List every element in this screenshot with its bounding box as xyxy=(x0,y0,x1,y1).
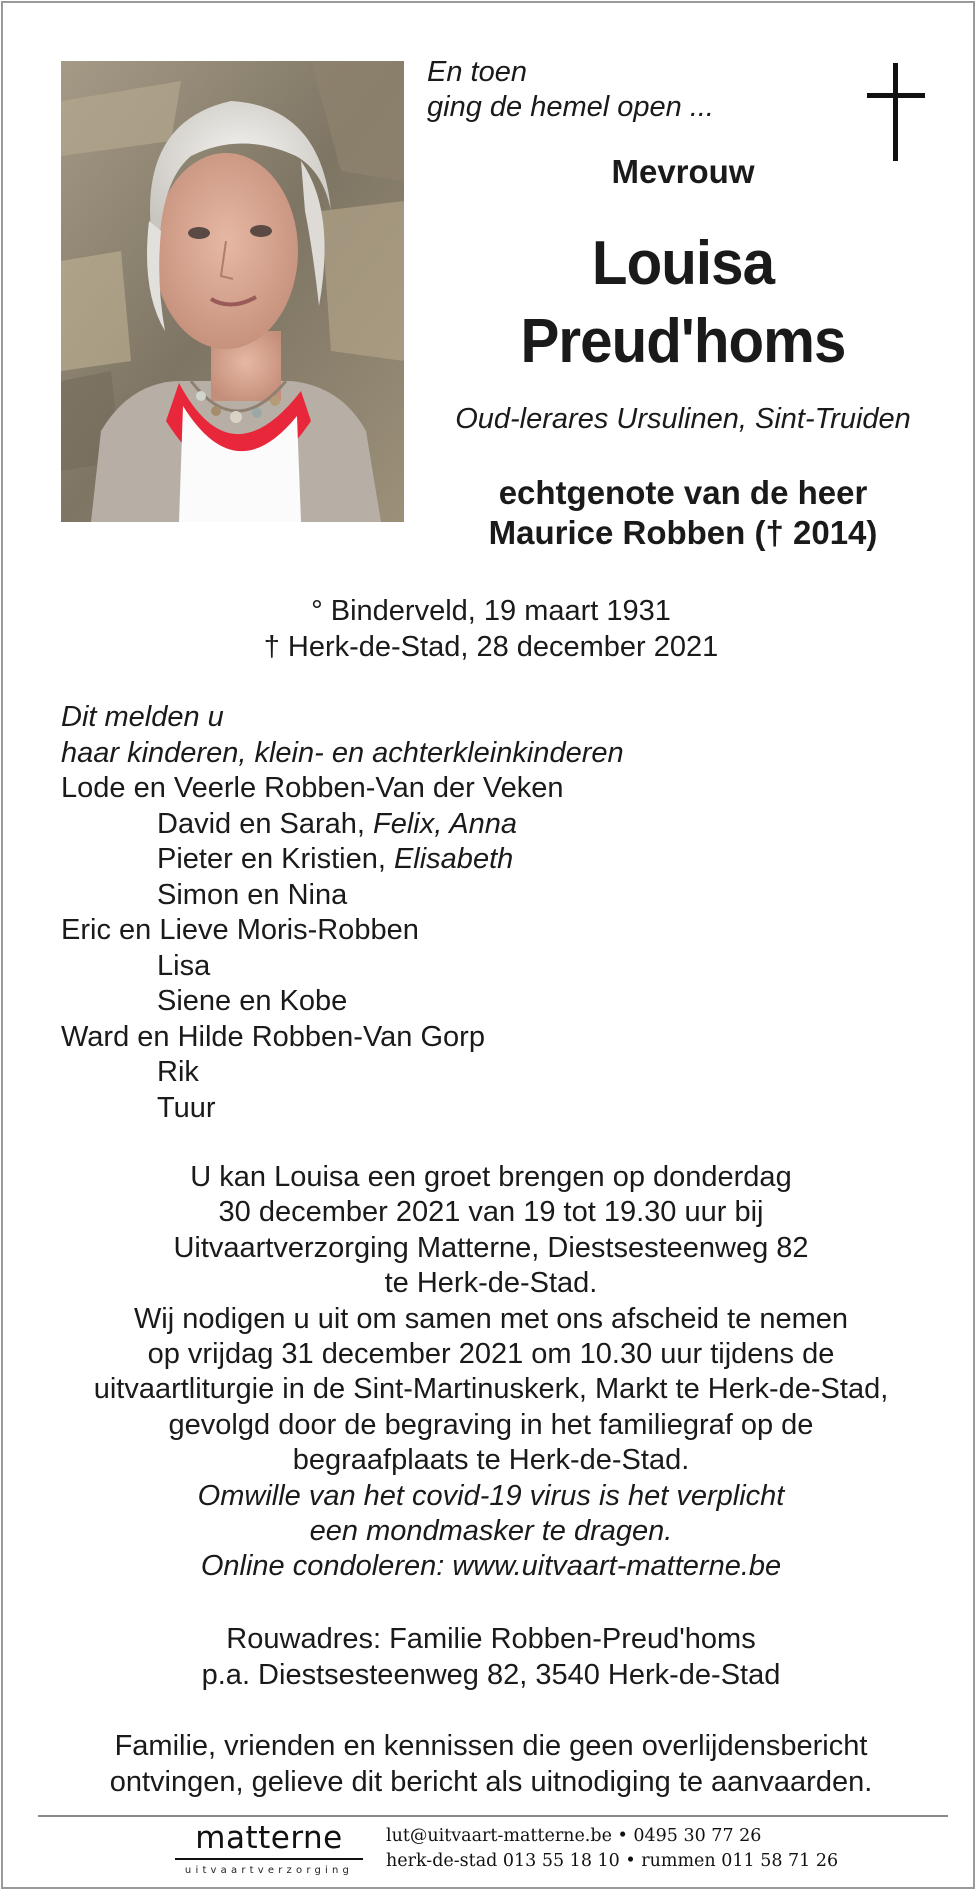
funeral-info xyxy=(3,1160,979,1585)
family-member-name: Tuur xyxy=(157,1091,216,1124)
mourning-address xyxy=(3,1621,979,1693)
family-member xyxy=(61,1091,624,1127)
family-member-children: Felix, Anna xyxy=(373,807,518,840)
profession: Oud-lerares Ursulinen, Sint-Truiden xyxy=(455,403,911,435)
family-member xyxy=(61,913,624,949)
logo-underline xyxy=(175,1858,363,1860)
covid-notice: een mondmasker te dragen. xyxy=(309,1515,673,1548)
family-member xyxy=(61,807,624,843)
info-line: uitvaartliturgie in de Sint-Martinuskerk, Markt te Herk-de-Stad, xyxy=(93,1373,889,1406)
matterne-logo xyxy=(173,1818,365,1876)
intro-quote xyxy=(427,55,714,125)
family-member xyxy=(61,771,624,807)
spouse-info xyxy=(423,473,943,553)
closing-note xyxy=(3,1728,979,1800)
family-member xyxy=(61,1020,624,1056)
death-date: † Herk-de-Stad, 28 december 2021 xyxy=(263,631,719,663)
info-line: U kan Louisa een groet brengen op donderdag xyxy=(190,1161,792,1193)
family-member xyxy=(61,842,624,878)
footer-divider xyxy=(38,1815,948,1817)
family-member-children: Elisabeth xyxy=(393,843,514,875)
logo-subtitle: uitvaartverzorging xyxy=(184,1865,354,1876)
family-intro-1: Dit melden u xyxy=(61,701,224,733)
info-line: Uitvaartverzorging Matterne, Diestsesteenweg 82 xyxy=(173,1231,809,1264)
family-member xyxy=(61,984,624,1020)
life-dates xyxy=(3,593,979,665)
family-member-name: Lisa xyxy=(157,949,211,982)
family-member-name: Ward en Hilde Robben-Van Gorp xyxy=(61,1020,485,1053)
deceased-name xyxy=(439,225,928,381)
info-line: Wij nodigen u uit om samen met ons afscheid te nemen xyxy=(133,1302,849,1335)
covid-notice: Omwille van het covid-19 virus is het verplicht xyxy=(197,1479,785,1512)
family-member-name: Rik xyxy=(157,1056,199,1088)
first-name: Louisa xyxy=(591,229,775,298)
info-line: op vrijdag 31 december 2021 om 10.30 uur tijdens de xyxy=(147,1338,835,1371)
intro-line-2: ging de hemel open ... xyxy=(427,91,714,123)
family-member-name: Pieter en Kristien, xyxy=(157,843,394,875)
family-member-name: Siene en Kobe xyxy=(157,985,348,1017)
intro-line-1: En toen xyxy=(427,56,527,88)
info-line: te Herk-de-Stad. xyxy=(384,1267,598,1300)
family-intro-2: haar kinderen, klein- en achterkleinkinderen xyxy=(61,736,624,769)
address-line-1: Rouwadres: Familie Robben-Preud'homs xyxy=(226,1623,756,1655)
title: Mevrouw xyxy=(611,153,755,190)
family-member xyxy=(61,878,624,914)
cross-icon xyxy=(867,63,925,163)
family-member-name: Simon en Nina xyxy=(157,878,348,911)
family-member-name: David en Sarah, xyxy=(157,807,374,840)
obituary-card xyxy=(1,1,975,1889)
family-list xyxy=(61,700,624,1126)
contact-line-2: herk-de-stad 013 55 18 10 • rummen 011 58 71 26 xyxy=(386,1851,839,1871)
birth-date: ° Binderveld, 19 maart 1931 xyxy=(311,595,671,627)
contact-line-1[interactable]: lut@uitvaart-matterne.be • 0495 30 77 26 xyxy=(386,1826,762,1846)
address-line-2: p.a. Diestsesteenweg 82, 3540 Herk-de-Stad xyxy=(201,1659,781,1691)
info-line: 30 december 2021 van 19 tot 19.30 uur bij xyxy=(218,1196,764,1229)
logo-word: matterne xyxy=(195,1820,343,1856)
portrait-illustration xyxy=(61,61,404,522)
family-member xyxy=(61,949,624,985)
portrait-photo xyxy=(61,61,404,522)
family-member-name: Eric en Lieve Moris-Robben xyxy=(61,914,419,946)
info-line: gevolgd door de begraving in het familiegraf op de xyxy=(168,1408,814,1441)
online-condolence-link[interactable]: Online condoleren: www.uitvaart-matterne.be xyxy=(200,1550,782,1583)
footer-contact xyxy=(386,1824,838,1874)
closing-line-2: ontvingen, gelieve dit bericht als uitnodiging te aanvaarden. xyxy=(109,1766,873,1798)
closing-line-1: Familie, vrienden en kennissen die geen overlijdensbericht xyxy=(114,1730,868,1762)
info-line: begraafplaats te Herk-de-Stad. xyxy=(292,1444,690,1477)
spouse-line-2: Maurice Robben († 2014) xyxy=(488,514,878,551)
spouse-line-1: echtgenote van de heer xyxy=(498,474,868,511)
family-member xyxy=(61,1055,624,1091)
last-name: Preud'homs xyxy=(520,307,846,376)
family-member-name: Lode en Veerle Robben-Van der Veken xyxy=(61,772,564,804)
